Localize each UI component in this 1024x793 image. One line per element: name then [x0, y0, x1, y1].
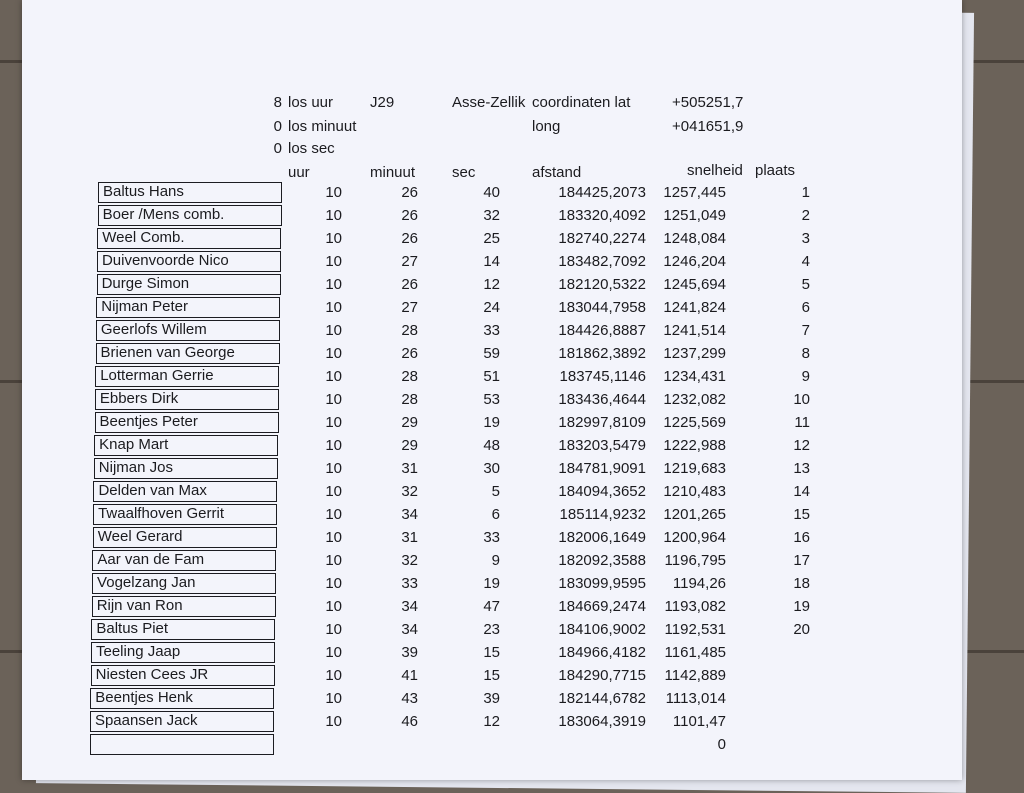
cell-snelheid: 1101,47 [672, 713, 726, 730]
cell-afstand: 185114,9232 [559, 506, 646, 523]
cell-name: Beentjes Peter [95, 412, 279, 433]
cell-minuut: 46 [401, 713, 418, 730]
cell-afstand: 183482,7092 [558, 253, 646, 270]
cell-snelheid: 1192,531 [664, 621, 726, 638]
cell-afstand: 184669,2474 [558, 598, 646, 615]
cell-minuut: 26 [401, 207, 418, 224]
cell-afstand: 183203,5479 [558, 437, 646, 454]
cell-minuut: 33 [401, 575, 418, 592]
cell-uur: 10 [325, 690, 342, 707]
cell-afstand: 184290,7715 [558, 667, 646, 684]
cell-snelheid: 1142,889 [664, 667, 726, 684]
cell-uur: 10 [325, 345, 342, 362]
cell-minuut: 26 [401, 276, 418, 293]
cell-minuut: 43 [401, 690, 418, 707]
cell-minuut: 31 [401, 529, 418, 546]
cell-sec: 53 [483, 391, 500, 408]
cell-afstand: 184966,4182 [558, 644, 646, 661]
cell-afstand: 184094,3652 [558, 483, 646, 500]
cell-sec: 47 [483, 598, 500, 615]
cell-uur: 10 [325, 184, 342, 201]
cell-minuut: 27 [401, 253, 418, 270]
cell-snelheid: 1201,265 [663, 506, 726, 523]
cell-plaats: 2 [801, 207, 810, 224]
cell-name: Vogelzang Jan [92, 573, 276, 594]
cell-snelheid: 1225,569 [663, 414, 726, 431]
cell-afstand: 182997,8109 [558, 414, 646, 431]
cell-name: Knap Mart [94, 435, 278, 456]
cell-plaats: 13 [793, 460, 810, 477]
cell-snelheid: 1196,795 [664, 552, 726, 569]
col-header-uur: uur [288, 164, 310, 181]
cell-uur: 10 [325, 598, 342, 615]
cell-uur: 10 [325, 644, 342, 661]
cell-snelheid: 1234,431 [663, 368, 726, 385]
los-minuut-value: 0 [273, 118, 282, 135]
cell-snelheid: 1200,964 [663, 529, 726, 546]
cell-plaats: 7 [801, 322, 810, 339]
cell-minuut: 34 [401, 506, 418, 523]
cell-snelheid: 1248,084 [663, 230, 726, 247]
cell-name: Brienen van George [96, 343, 280, 364]
cell-name: Geerlofs Willem [96, 320, 280, 341]
table-row [22, 573, 1024, 596]
col-header-snelheid: snelheid [687, 162, 743, 179]
coord-lat-value: +505251,7 [672, 94, 744, 111]
cell-sec: 15 [483, 667, 500, 684]
table-row [22, 481, 1024, 504]
cell-uur: 10 [325, 667, 342, 684]
table-row [22, 343, 1024, 366]
table-row [22, 619, 1024, 642]
cell-name: Duivenvoorde Nico [97, 251, 281, 272]
cell-snelheid: 1246,204 [663, 253, 726, 270]
coord-long-label: long [532, 118, 561, 135]
cell-afstand: 183099,9595 [558, 575, 646, 592]
table-row [22, 182, 1024, 205]
cell-name: Rijn van Ron [92, 596, 276, 617]
cell-sec: 5 [491, 483, 500, 500]
table-row [22, 504, 1024, 527]
race-code: J29 [370, 94, 395, 111]
table-row [22, 642, 1024, 665]
table-row [22, 665, 1024, 688]
cell-afstand: 182740,2274 [558, 230, 646, 247]
cell-name: Ebbers Dirk [95, 389, 279, 410]
cell-uur: 10 [325, 575, 342, 592]
cell-afstand: 184781,9091 [558, 460, 646, 477]
cell-name: Teeling Jaap [91, 642, 275, 663]
cell-minuut: 31 [401, 460, 418, 477]
col-header-plaats: plaats [755, 162, 796, 179]
cell-snelheid: 1210,483 [663, 483, 726, 500]
cell-plaats: 9 [801, 368, 810, 385]
cell-minuut: 32 [401, 483, 418, 500]
cell-minuut: 28 [401, 368, 418, 385]
col-header-minuut: minuut [370, 164, 416, 181]
table-row [22, 320, 1024, 343]
cell-plaats: 8 [801, 345, 810, 362]
cell-snelheid: 1219,683 [663, 460, 726, 477]
cell-uur: 10 [325, 368, 342, 385]
cell-sec: 23 [483, 621, 500, 638]
cell-plaats: 19 [793, 598, 810, 615]
cell-uur: 10 [325, 414, 342, 431]
table-row [22, 297, 1024, 320]
cell-snelheid: 1237,299 [663, 345, 726, 362]
table-row [22, 596, 1024, 619]
table-row [22, 205, 1024, 228]
cell-name: Weel Comb. [97, 228, 281, 249]
cell-uur: 10 [325, 207, 342, 224]
cell-uur: 10 [325, 713, 342, 730]
cell-afstand: 184425,2073 [558, 184, 646, 201]
cell-sec: 30 [483, 460, 500, 477]
cell-snelheid: 1257,445 [663, 184, 726, 201]
cell-uur: 10 [325, 391, 342, 408]
cell-snelheid: 1113,014 [665, 690, 726, 707]
release-place: Asse-Zellik [452, 94, 526, 111]
cell-afstand: 181862,3892 [558, 345, 646, 362]
cell-name: Spaansen Jack [90, 711, 274, 732]
cell-uur: 10 [325, 483, 342, 500]
col-header-afstand: afstand [532, 164, 582, 181]
cell-plaats: 18 [793, 575, 810, 592]
cell-afstand: 182120,5322 [558, 276, 646, 293]
cell-afstand: 184426,8887 [558, 322, 646, 339]
table-row [22, 274, 1024, 297]
cell-snelheid: 1232,082 [663, 391, 726, 408]
cell-sec: 12 [483, 713, 500, 730]
table-row [22, 734, 1024, 757]
cell-uur: 10 [325, 529, 342, 546]
cell-afstand: 183745,1146 [559, 368, 646, 385]
cell-minuut: 34 [401, 598, 418, 615]
cell-minuut: 29 [401, 414, 418, 431]
table-row [22, 389, 1024, 412]
cell-sec: 9 [491, 552, 500, 569]
table-row [22, 688, 1024, 711]
cell-sec: 19 [483, 414, 500, 431]
cell-name: Durge Simon [97, 274, 281, 295]
cell-sec: 15 [483, 644, 500, 661]
cell-snelheid: 1241,514 [663, 322, 726, 339]
cell-afstand: 184106,9002 [558, 621, 646, 638]
cell-name: Beentjes Henk [90, 688, 274, 709]
cell-name: Boer /Mens comb. [98, 205, 282, 226]
cell-plaats: 14 [793, 483, 810, 500]
cell-uur: 10 [325, 437, 342, 454]
cell-sec: 33 [483, 322, 500, 339]
cell-minuut: 32 [401, 552, 418, 569]
cell-plaats: 16 [793, 529, 810, 546]
cell-plaats: 17 [793, 552, 810, 569]
cell-minuut: 26 [401, 345, 418, 362]
coord-long-value: +041651,9 [672, 118, 744, 135]
table-row [22, 550, 1024, 573]
table-row [22, 435, 1024, 458]
cell-sec: 40 [483, 184, 500, 201]
cell-uur: 10 [325, 322, 342, 339]
cell-sec: 14 [483, 253, 500, 270]
cell-snelheid: 0 [717, 736, 726, 753]
los-sec-label: los sec [288, 140, 335, 157]
results-sheet [22, 0, 962, 780]
cell-sec: 6 [491, 506, 500, 523]
cell-afstand: 182144,6782 [558, 690, 646, 707]
los-minuut-label: los minuut [288, 118, 357, 135]
coord-lat-label: coordinaten lat [532, 94, 631, 111]
cell-sec: 32 [483, 207, 500, 224]
cell-sec: 39 [483, 690, 500, 707]
cell-plaats: 20 [793, 621, 810, 638]
cell-afstand: 183436,4644 [558, 391, 646, 408]
table-row [22, 458, 1024, 481]
cell-minuut: 27 [401, 299, 418, 316]
cell-name: Twaalfhoven Gerrit [93, 504, 277, 525]
cell-name: Nijman Peter [96, 297, 280, 318]
cell-minuut: 34 [401, 621, 418, 638]
cell-uur: 10 [325, 552, 342, 569]
cell-plaats: 5 [801, 276, 810, 293]
table-row [22, 228, 1024, 251]
cell-uur: 10 [325, 276, 342, 293]
cell-plaats: 15 [793, 506, 810, 523]
cell-name [90, 734, 274, 755]
cell-snelheid: 1241,824 [663, 299, 726, 316]
cell-name: Baltus Piet [91, 619, 275, 640]
cell-minuut: 26 [401, 230, 418, 247]
cell-sec: 12 [483, 276, 500, 293]
cell-sec: 33 [483, 529, 500, 546]
cell-name: Niesten Cees JR [91, 665, 275, 686]
table-row [22, 366, 1024, 389]
table-row [22, 412, 1024, 435]
cell-uur: 10 [325, 621, 342, 638]
table-row [22, 527, 1024, 550]
cell-snelheid: 1245,694 [663, 276, 726, 293]
cell-afstand: 183320,4092 [558, 207, 646, 224]
cell-sec: 25 [483, 230, 500, 247]
los-sec-value: 0 [273, 140, 282, 157]
cell-minuut: 41 [401, 667, 418, 684]
cell-snelheid: 1161,485 [664, 644, 726, 661]
cell-afstand: 182092,3588 [558, 552, 646, 569]
cell-name: Nijman Jos [94, 458, 278, 479]
cell-uur: 10 [325, 299, 342, 316]
table-row [22, 251, 1024, 274]
cell-name: Lotterman Gerrie [95, 366, 279, 387]
cell-minuut: 28 [401, 391, 418, 408]
cell-plaats: 12 [793, 437, 810, 454]
cell-snelheid: 1194,26 [672, 575, 726, 592]
cell-uur: 10 [325, 230, 342, 247]
cell-uur: 10 [325, 506, 342, 523]
cell-afstand: 183064,3919 [558, 713, 646, 730]
cell-minuut: 26 [401, 184, 418, 201]
cell-plaats: 11 [794, 414, 810, 431]
cell-name: Baltus Hans [98, 182, 282, 203]
cell-sec: 19 [483, 575, 500, 592]
cell-minuut: 39 [401, 644, 418, 661]
cell-snelheid: 1222,988 [663, 437, 726, 454]
table-row [22, 711, 1024, 734]
cell-sec: 48 [483, 437, 500, 454]
cell-uur: 10 [325, 460, 342, 477]
cell-name: Delden van Max [93, 481, 277, 502]
los-uur-value: 8 [273, 94, 282, 111]
cell-plaats: 4 [801, 253, 810, 270]
col-header-sec: sec [452, 164, 476, 181]
cell-plaats: 1 [801, 184, 810, 201]
cell-snelheid: 1193,082 [664, 598, 726, 615]
cell-sec: 24 [483, 299, 500, 316]
cell-uur: 10 [325, 253, 342, 270]
los-uur-label: los uur [288, 94, 334, 111]
cell-snelheid: 1251,049 [663, 207, 726, 224]
cell-name: Weel Gerard [93, 527, 277, 548]
cell-minuut: 28 [401, 322, 418, 339]
cell-name: Aar van de Fam [92, 550, 276, 571]
cell-afstand: 182006,1649 [558, 529, 646, 546]
cell-sec: 51 [483, 368, 500, 385]
cell-plaats: 10 [793, 391, 810, 408]
cell-sec: 59 [483, 345, 500, 362]
cell-plaats: 6 [801, 299, 810, 316]
cell-afstand: 183044,7958 [558, 299, 646, 316]
cell-minuut: 29 [401, 437, 418, 454]
cell-plaats: 3 [801, 230, 810, 247]
